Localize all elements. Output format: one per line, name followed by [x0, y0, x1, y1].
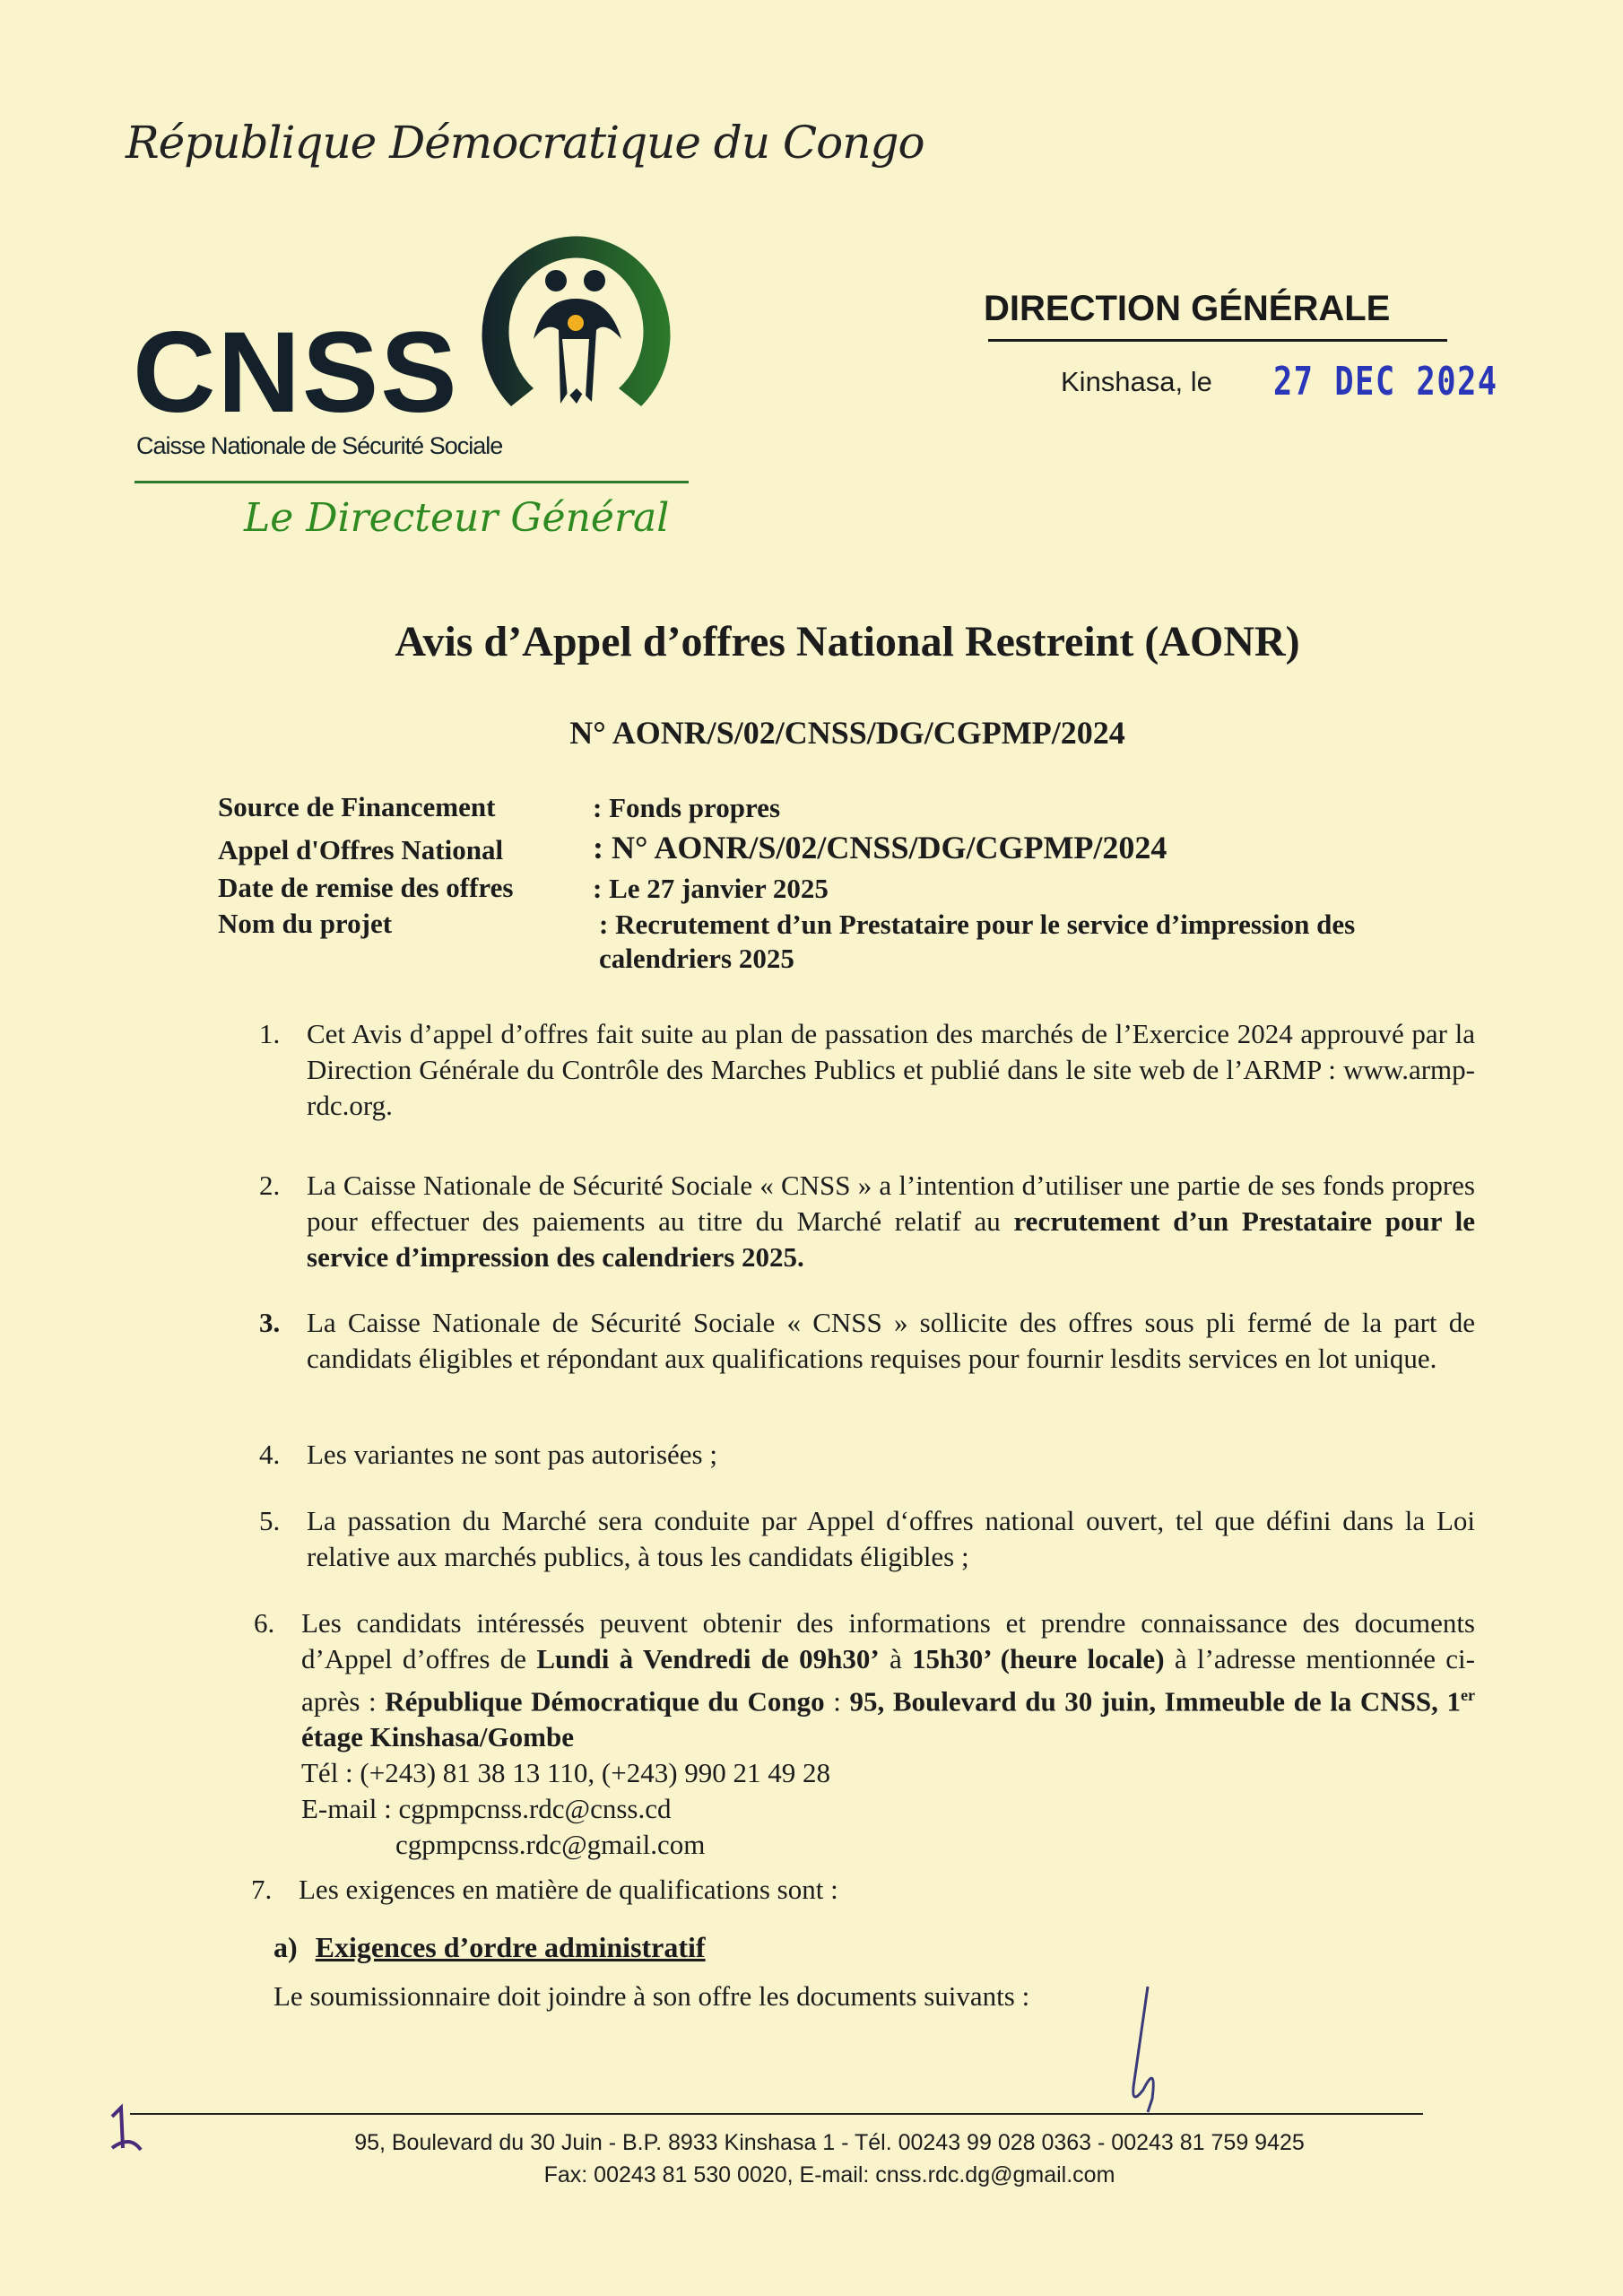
signatory-title: Le Directeur Général	[244, 495, 670, 541]
field-label: Appel d'Offres National	[218, 834, 504, 865]
item-number: 5.	[259, 1505, 281, 1536]
item-number: 3.	[259, 1307, 281, 1338]
subsection-title: Exigences d’ordre administratif	[315, 1931, 706, 1963]
document-title: Avis d’Appel d’offres National Restreint (AONR)	[395, 618, 1300, 665]
reference-number: N° AONR/S/02/CNSS/DG/CGPMP/2024	[569, 715, 1125, 751]
subsection-a	[273, 1931, 706, 1964]
field-value: : Fonds propres	[593, 792, 781, 823]
header-divider	[135, 481, 689, 483]
list-item	[259, 1016, 1475, 1124]
floor-sup: er	[1461, 1686, 1476, 1704]
field-value: : N° AONR/S/02/CNSS/DG/CGPMP/2024	[593, 830, 1167, 865]
field-label: Nom du projet	[218, 908, 393, 939]
cnss-logo-text: CNSS	[133, 309, 459, 437]
email-secondary[interactable]: cgpmpcnss.rdc@gmail.com	[395, 1829, 706, 1861]
t: à l’adresse mentionnée ci-après :	[301, 1643, 1475, 1718]
item-text: La Caisse Nationale de Sécurité Sociale « CNSS » sollicite des offres sous pli fermé de la part de candidats éligibles et répondant aux qualifications requises pour fournir lesdits services en lot unique.	[307, 1307, 1475, 1374]
phone-numbers: Tél : (+243) 81 38 13 110, (+243) 990 21 49 28	[301, 1757, 831, 1789]
list-item	[259, 1437, 1475, 1473]
department-underline	[988, 339, 1447, 342]
place-label: Kinshasa, le	[1061, 366, 1212, 397]
country: République Démocratique du Congo	[385, 1685, 825, 1718]
email-primary[interactable]: E-mail : cgpmpcnss.rdc@cnss.cd	[301, 1793, 672, 1825]
list-item	[254, 1605, 1475, 1863]
office-hours: 15h30’ (heure locale)	[912, 1643, 1165, 1674]
item-number: 6.	[254, 1607, 275, 1639]
initials-mark	[1112, 1982, 1166, 2117]
list-item	[259, 1168, 1475, 1275]
item-text-bold: recrutement d’un Prestataire pour le service d’impression des calendriers 2025.	[307, 1205, 1475, 1273]
republic-heading: République Démocratique du Congo	[126, 117, 924, 169]
footer-address: 95, Boulevard du 30 Juin - B.P. 8933 Kinshasa 1 - Tél. 00243 99 028 0363 - 00243 81 759 9425	[354, 2130, 1305, 2155]
item-number: 1.	[259, 1018, 281, 1049]
item-text: Les variantes ne sont pas autorisées ;	[307, 1439, 717, 1470]
item-text: La passation du Marché sera conduite par Appel d‘offres national ouvert, tel que défini dans la Loi relative aux marchés publics, à tous les candidats éligibles ;	[307, 1505, 1475, 1572]
date-stamp: 27 DEC 2024	[1273, 359, 1498, 404]
list-item	[251, 1872, 1467, 1908]
item-number: 4.	[259, 1439, 281, 1470]
submission-text: Le soumissionnaire doit joindre à son offre les documents suivants :	[273, 1980, 1030, 2012]
item-text	[301, 1605, 1475, 1755]
list-item	[259, 1503, 1475, 1575]
item-number: 2.	[259, 1170, 281, 1201]
field-value: : Recrutement d’un Prestataire pour le service d’impression des calendriers 2025	[599, 909, 1356, 974]
field-label: Date de remise des offres	[218, 872, 514, 903]
list-item	[259, 1305, 1475, 1377]
address-floor: étage Kinshasa/Gombe	[301, 1721, 574, 1753]
cnss-emblem-logo	[462, 204, 695, 420]
item-text	[307, 1168, 1475, 1275]
item-text: Les exigences en matière de qualifications sont :	[299, 1874, 838, 1905]
item-number: 7.	[251, 1874, 273, 1905]
field-label: Source de Financement	[218, 791, 496, 822]
department-heading: DIRECTION GÉNÉRALE	[984, 289, 1391, 328]
cnss-full-name: Caisse Nationale de Sécurité Sociale	[136, 432, 503, 459]
office-days: Lundi à Vendredi de 09h30’	[536, 1643, 880, 1674]
subsection-label: a)	[273, 1931, 298, 1963]
t: à	[879, 1643, 913, 1674]
item-text: Cet Avis d’appel d’offres fait suite au plan de passation des marchés de l’Exercice 2024 approuvé par la Direction Générale du Contrôle des Marches Publics et publié dans le site web de l’ARMP : www.armp-rdc.org.	[307, 1018, 1475, 1121]
footer-divider	[130, 2113, 1423, 2115]
field-value: : Le 27 janvier 2025	[593, 873, 829, 904]
t: :	[824, 1685, 850, 1718]
t: Les candidats intéressés peuvent obtenir des informations et prendre connaissance des documents d’Appel d’offres de	[301, 1607, 1475, 1674]
address: 95, Boulevard du 30 juin, Immeuble de la CNSS, 1	[849, 1685, 1462, 1718]
item-text-normal: La Caisse Nationale de Sécurité Sociale « CNSS » a l’intention d’utiliser une partie de ses fonds propres pour effectuer des paiements au titre du Marché relatif au	[307, 1170, 1475, 1237]
footer-contact: Fax: 00243 81 530 0020, E-mail: cnss.rdc.dg@gmail.com	[543, 2162, 1115, 2187]
